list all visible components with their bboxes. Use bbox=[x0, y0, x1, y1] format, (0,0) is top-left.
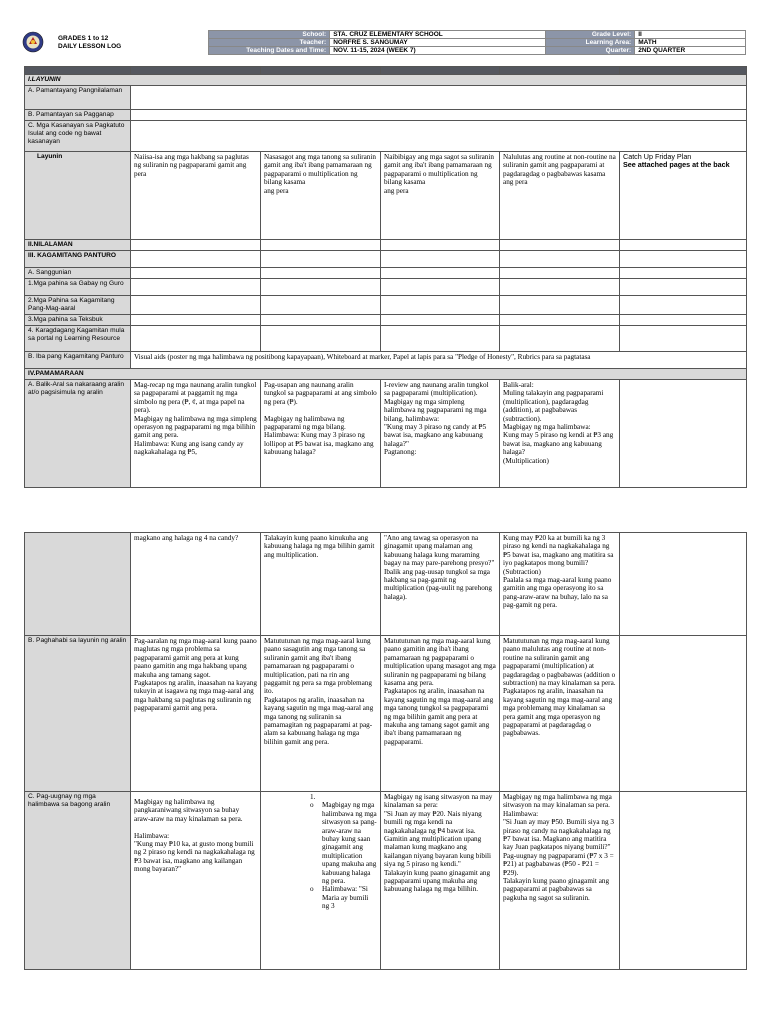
kagamitang-pang-label: 2.Mga Pahina sa Kagamitang Pang-Mag-aaral bbox=[25, 296, 131, 315]
grade-level-label: Grade Level: bbox=[546, 31, 635, 39]
layunin-title: I.LAYUNIN bbox=[25, 75, 747, 86]
layunin-day5 bbox=[620, 152, 747, 240]
balik-aral-day1: Mag-recap ng mga naunang aralin tungkol sa pagpaparami at paggamit ng mga simbolo ng pera (₱, ¢, at mga papel na pera). Magbigay ng halimbawa ng mga simpleng operasyon ng pagpaparami ng mga bilihin gamit ang pera. Halimbawa: Kung ang isang candy ay nagkakahalaga ng ₱5, bbox=[131, 380, 261, 488]
pag-uugnay-day5 bbox=[620, 792, 747, 970]
nilalaman-label: II.NILALAMAN bbox=[25, 240, 131, 251]
row-kagamitan bbox=[25, 251, 747, 268]
pag-uugnay-day1: Magbigay ng halimbawa ng pangkaraniwang sitwasyon sa buhay araw-araw na may kinalaman sa pera. Halimbawa: "Kung may ₱10 ka, at gusto mong bumili ng 2 piraso ng kendi na nagkakahalaga ng ₱3 bawat isa, magkano ang kailangan mong bayaran?" bbox=[131, 792, 261, 970]
row-iba-pang bbox=[25, 352, 747, 369]
header-row-dates bbox=[209, 47, 746, 55]
balik-aral-cont-label bbox=[25, 533, 131, 636]
sanggunian-label: A. Sanggunian bbox=[25, 268, 131, 279]
pagganap-label: B. Pamantayan sa Pagganap bbox=[25, 110, 131, 121]
pag-uugnay-day2-list bbox=[264, 801, 377, 910]
pag-uugnay-label: C. Pag-uugnay ng mga halimbawa sa bagong aralin bbox=[25, 792, 131, 970]
row-sanggunian bbox=[25, 268, 747, 279]
row-gabay bbox=[25, 279, 747, 296]
school-value: STA. CRUZ ELEMENTARY SCHOOL bbox=[330, 31, 546, 39]
pamamaraan-title: IV.PAMAMARAAN bbox=[25, 369, 747, 380]
pag-uugnay-day3: Magbigay ng isang sitwasyon na may kinalaman sa pera: "Si Juan ay may ₱20. Nais niyang bumili ng mga kendi na nagkakahalaga ng ₱4 bawat isa. Gamitin ang multiplication upang malaman kung magkano ang kailangan niyang bayaran kung bibili siya ng 5 piraso ng kendi." Talakayin kung paano ginagamit ang pagpaparami upang makuha ang kabuuang halaga ng mga bilihin. bbox=[381, 792, 500, 970]
row-pag-uugnay bbox=[25, 792, 747, 970]
row-balik-aral bbox=[25, 380, 747, 488]
pag-uugnay-day2 bbox=[261, 792, 381, 970]
header-row-teacher bbox=[209, 39, 746, 47]
brand-line1: GRADES 1 to 12 bbox=[58, 35, 109, 42]
balik-aral-day5 bbox=[620, 380, 747, 488]
balik-aral-day3: I-review ang naunang aralin tungkol sa pagpaparami (multiplication). Magbigay ng mga simpleng halimbawa ng pagpaparami ng mga bilang, halimbawa: "Kung may 3 piraso ng candy at ₱5 bawat isa, magkano ang kabuuang halaga?" Pagtanong: bbox=[381, 380, 500, 488]
pag-uugnay-day4: Magbigay ng mga halimbawa ng mga sitwasyon na may kinalaman sa pera. Halimbawa: "Si Juan ay may ₱50. Bumili siya ng 3 piraso ng candy na nagkakahalaga ng ₱7 bawat isa. Magkano ang matitira kay Juan pagkatapos niyang bumili?" Pag-uugnay ng pagpaparami (₱7 x 3 = ₱21) at pagbabawas (₱50 - ₱21 = ₱29). Talakayin kung paano ginagamit ang pagpaparami at pagbabawas sa pagkuha ng sagot sa suliranin. bbox=[500, 792, 620, 970]
pagganap-value bbox=[131, 110, 747, 121]
row-balik-aral-cont bbox=[25, 533, 747, 636]
day-header-2 bbox=[261, 67, 381, 75]
layunin-day4: Nalulutas ang routine at non-routine na suliranin gamit ang pagpaparami at pagdaragdag o pagbabawas kasama ang pera bbox=[500, 152, 620, 240]
paghahabi-day3: Matututunan ng mga mag-aaral kung paano gamitin ang iba't ibang pamamaraan ng pagpaparami o multiplication upang masagot ang mga suliranin ng pagpaparami ng bilang kasama ang pera. Pagkatapos ng aralin, inaasahan na kayang sagutin ng mga mag-aaral ang mga tanong tungkol sa pagpaparami ng mga bilihin gamit ang pera at makuha ang tamang sagot gamit ang iba't ibang pamamaraan ng pagpaparami. bbox=[381, 636, 500, 792]
day-header-blank bbox=[25, 67, 131, 75]
layunin-day2: Nasasagot ang mga tanong sa suliranin gamit ang iba't ibang pamamaraan ng pagpaparami o multiplication ng bilang kasama ang pera bbox=[261, 152, 381, 240]
paghahabi-day2: Matututunan ng mga mag-aaral kung paano sasagutin ang mga tanong sa suliranin gamit ang iba't ibang pamamaraan ng pagpaparami o multiplication, pati na rin ang paggamit ng pera sa mga problemang ito. Pagkatapos ng aralin, inaasahan na kayang sagutin ng mga mag-aaral ang mga tanong ng suliranin sa pamamagitan ng pagpaparami at pag-alam sa kabuuang halaga ng mga bilihin gamit ang pera. bbox=[261, 636, 381, 792]
balik-aral-day2: Pag-usapan ang naunang aralin tungkol sa pagpaparami at ang simbolo ng pera (₱). Magbigay ng halimbawa ng pagpaparami ng mga bilang. Halimbawa: Kung may 3 piraso ng lollipop at ₱5 bawat isa, magkano ang kabuuang halaga? bbox=[261, 380, 381, 488]
balik-aral-cont-day2: Talakayin kung paano kinukuha ang kabuuang halaga ng mga bilihin gamit ang multiplication. bbox=[261, 533, 381, 636]
learning-area-value: MATH bbox=[635, 39, 746, 47]
pag-uugnay-day2-item1: o Magbigay ng mga halimbawa ng mga sitwasyon sa pang-araw-araw na buhay kung saan ginagamit ang multiplication upang makuha ang kabuuang halaga ng pera. bbox=[322, 801, 377, 885]
layunin-label: Layunin bbox=[25, 152, 131, 240]
day-header-3 bbox=[381, 67, 500, 75]
dates-label: Teaching Dates and Time: bbox=[209, 47, 330, 55]
quarter-label: Quarter: bbox=[546, 47, 635, 55]
learning-area-label: Learning Area: bbox=[546, 39, 635, 47]
row-nilalaman bbox=[25, 240, 747, 251]
karagdagang-label: 4. Karagdagang Kagamitan mula sa portal ng Learning Resource bbox=[25, 326, 131, 352]
school-label: School: bbox=[209, 31, 330, 39]
day-header-1 bbox=[131, 67, 261, 75]
row-layunin bbox=[25, 152, 747, 240]
teacher-label: Teacher: bbox=[209, 39, 330, 47]
row-layunin-title bbox=[25, 75, 747, 86]
paghahabi-label: B. Paghahabi sa layunin ng aralin bbox=[25, 636, 131, 792]
layunin-day3: Naibibigay ang mga sagot sa suliranin gamit ang iba't ibang pamamaraan ng pagpaparami o multiplication ng bilang kasama ang pera bbox=[381, 152, 500, 240]
brand-line2: DAILY LESSON LOG bbox=[58, 43, 122, 50]
balik-aral-cont-day4: Kung may ₱20 ka at bumili ka ng 3 piraso ng kendi na nagkakahalaga ng ₱5 bawat isa, magkano ang matitira sa iyo pagkatapos mong bumili? (Subtraction) Paalala sa mga mag-aaral kung paano gamitin ang mga operasyong ito sa pang-araw-araw na buhay, lalo na sa pag-gamit ng pera. bbox=[500, 533, 620, 636]
paghahabi-day4: Matututunan ng mga mag-aaral kung paano malulutas ang routine at non-routine na suliranin gamit ang pagpaparami (multiplication) at pagdaragdag o pagbabawas (addition o subtraction) na may kinalaman sa pera. Pagkatapos ng aralin, inaasahan na kayang sagutin ng mga mag-aaral ang mga problemang may kinalaman sa pera gamit ang mga operasyon ng pagpaparami at pagdaragdag o pagbabawas. bbox=[500, 636, 620, 792]
row-pamantayang-pangnilalaman bbox=[25, 86, 747, 110]
iba-pang-value: Visual aids (poster ng mga halimbawa ng positibong kapayapaan), Whiteboard at marker, Papel at lapis para sa "Pledge of Honesty", Rubrics para sa pagtatasa bbox=[131, 352, 747, 369]
balik-aral-label: A. Balik-Aral sa nakaraang aralin at/o pagsisimula ng aralin bbox=[25, 380, 131, 488]
pamantayang-label: A. Pamantayang Pangnilalaman bbox=[25, 86, 131, 110]
dates-value: NOV. 11-15, 2024 (WEEK 7) bbox=[330, 47, 546, 55]
page-2 bbox=[0, 532, 768, 1024]
day-header-row bbox=[25, 67, 747, 75]
lesson-table-page1 bbox=[24, 66, 747, 488]
header-row-school bbox=[209, 31, 746, 39]
deped-seal-icon bbox=[22, 31, 56, 53]
kasanayan-value bbox=[131, 121, 747, 152]
row-kasanayan bbox=[25, 121, 747, 152]
paghahabi-day1: Pag-aaralan ng mga mag-aaral kung paano maglutas ng mga problema sa pagpaparami gamit ang pera at kung paano gamitin ang mga hakbang upang makuha ang tamang sagot. Pagkatapos ng aralin, inaasahan na kayang tukuyin at isagawa ng mga mag-aaral ang mga hakbang sa paglutas ng suliranin ng pagpaparami gamit ang pera. bbox=[131, 636, 261, 792]
page-1 bbox=[0, 0, 768, 488]
teacher-value: NORFRE S. SANGUMAY bbox=[330, 39, 546, 47]
row-pamantayan-pagganap bbox=[25, 110, 747, 121]
balik-aral-cont-day5 bbox=[620, 533, 747, 636]
day-header-5 bbox=[620, 67, 747, 75]
grade-level-value: II bbox=[635, 31, 746, 39]
row-pamamaraan bbox=[25, 369, 747, 380]
day-header-4 bbox=[500, 67, 620, 75]
lesson-table-page2 bbox=[24, 532, 747, 970]
kasanayan-label: C. Mga Kasanayan sa Pagkatuto Isulat ang code ng bawat kasanayan bbox=[25, 121, 131, 152]
row-karagdagang bbox=[25, 326, 747, 352]
paghahabi-day5 bbox=[620, 636, 747, 792]
row-paghahabi bbox=[25, 636, 747, 792]
row-teksbuk bbox=[25, 315, 747, 326]
pag-uugnay-day2-item2: o Halimbawa: "Si Maria ay bumili ng 3 bbox=[322, 885, 377, 910]
kagamitan-label: III. KAGAMITANG PANTURO bbox=[25, 251, 131, 268]
pag-uugnay-day2-number: 1. bbox=[310, 793, 316, 801]
header bbox=[22, 30, 746, 56]
teksbuk-label: 3.Mga pahina sa Teksbuk bbox=[25, 315, 131, 326]
iba-pang-label: B. Iba pang Kagamitang Panturo bbox=[25, 352, 131, 369]
quarter-value: 2ND QUARTER bbox=[635, 47, 746, 55]
see-attached: See attached pages at the back bbox=[623, 160, 730, 169]
brand-title bbox=[58, 35, 121, 51]
balik-aral-cont-day1: magkano ang halaga ng 4 na candy? bbox=[131, 533, 261, 636]
layunin-day1: Naiisa-isa ang mga hakbang sa paglutas ng suliranin ng pagpaparami gamit ang pera bbox=[131, 152, 261, 240]
pamantayang-value bbox=[131, 86, 747, 110]
header-info-table bbox=[208, 30, 746, 55]
gabay-label: 1.Mga pahina sa Gabay ng Guro bbox=[25, 279, 131, 296]
catch-up-plan: Catch Up Friday Plan bbox=[623, 152, 692, 161]
row-kagamitang-pang bbox=[25, 296, 747, 315]
balik-aral-cont-day3: "Ano ang tawag sa operasyon na ginagamit upang malaman ang kabuuang halaga kung maraming bagay na may pare-parehong presyo?" Ibalik ang pag-uusap tungkol sa mga hakbang sa pag-gamit ng multiplication (pag-uulit ng parehong halaga). bbox=[381, 533, 500, 636]
balik-aral-day4: Balik-aral: Muling talakayin ang pagpaparami (multiplication), pagdaragdag (addition), at pagbabawas (subtraction). Magbigay ng mga halimbawa: Kung may 5 piraso ng kendi at ₱3 ang bawat isa, magkano ang kabuuang halaga? (Multiplication) bbox=[500, 380, 620, 488]
